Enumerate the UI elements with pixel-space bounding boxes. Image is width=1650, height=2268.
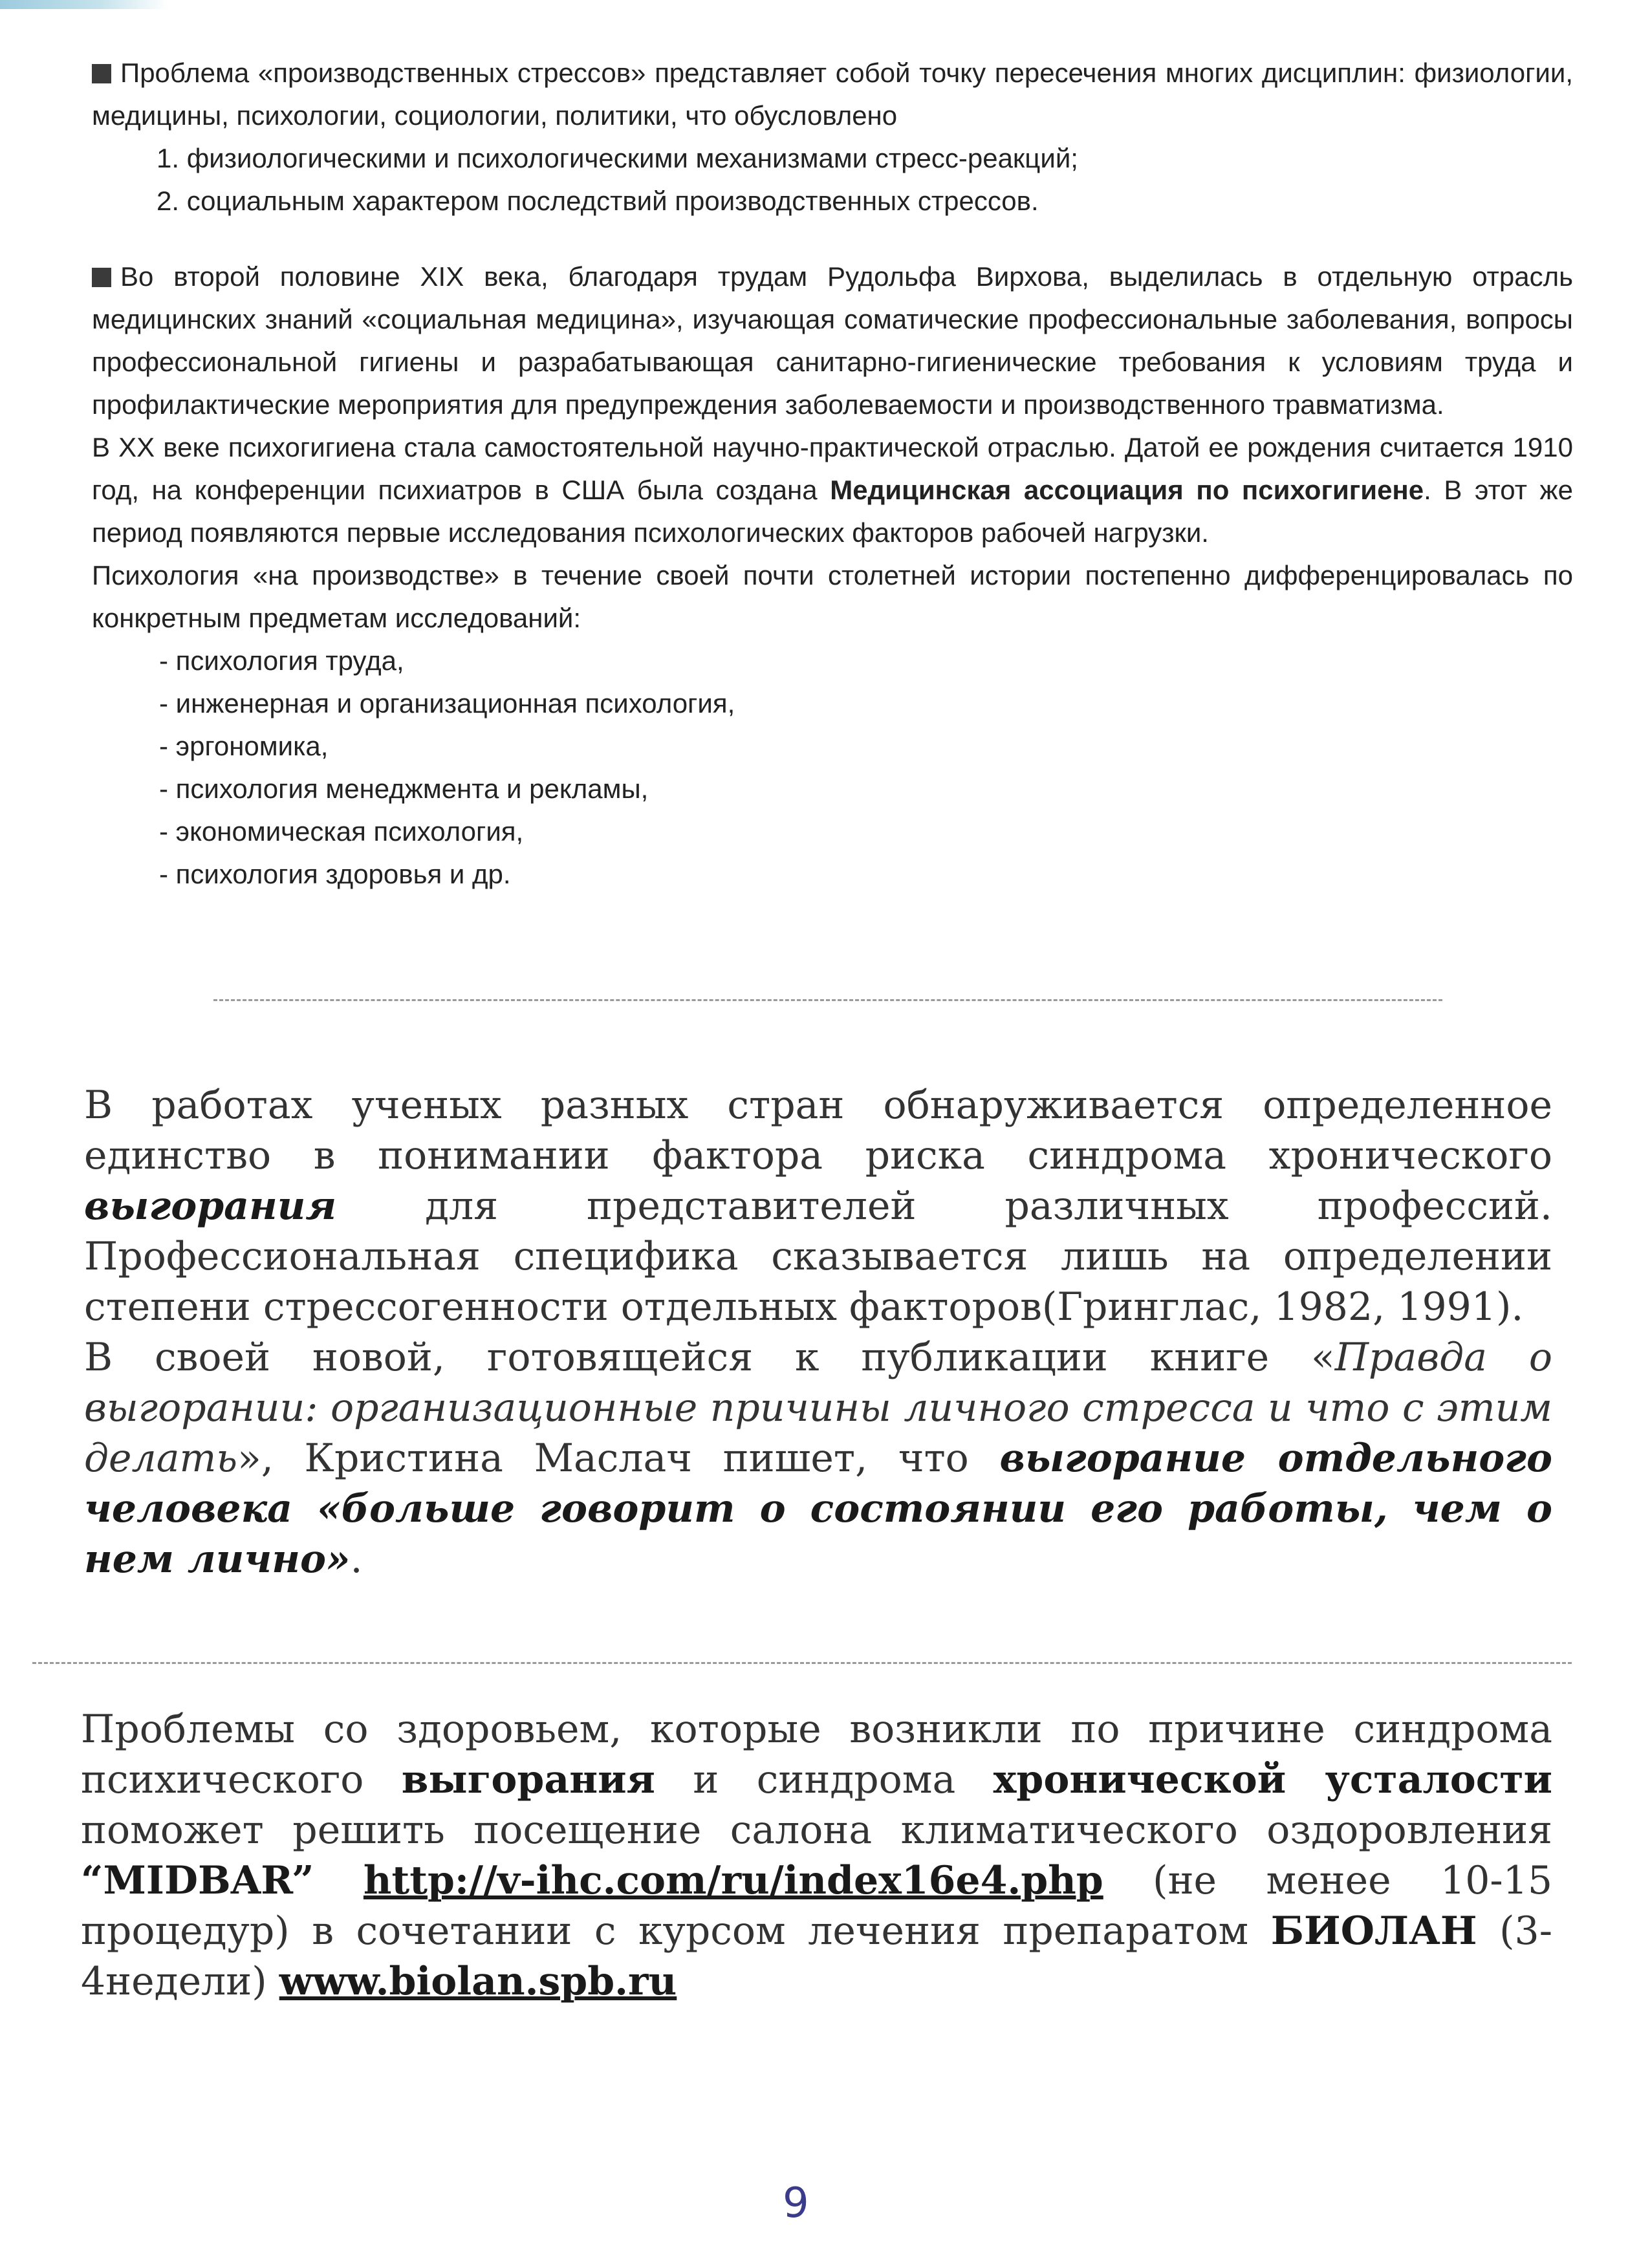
paragraph [84, 1332, 1552, 1584]
divider [213, 999, 1442, 1001]
list-item: 1. физиологическими и психологическими механизмами стресс-реакций; [157, 143, 1078, 173]
section-burnout [84, 1080, 1552, 1584]
paragraph [92, 426, 1573, 554]
bold-italic-quote: выгорание отдельного человека «больше говорит о состоянии его работы, чем о нем лично» [84, 1436, 1552, 1582]
list-item: - эргономика, [159, 731, 329, 761]
square-bullet-icon [92, 268, 111, 287]
text-run: (не менее 10-15 процедур) в сочетании с курсом лечения препаратом [81, 1858, 1552, 1954]
text-run [314, 1858, 364, 1903]
section-history [92, 255, 1573, 896]
dash-list [92, 640, 1573, 896]
salon-name: “MIDBAR” [81, 1858, 314, 1903]
text-run: В XX веке психогигиена стала самостоятельной научно-практической отраслью. Датой ее рождения считается 1910 год, на конференции психиатров в США была создана [92, 432, 1573, 505]
text-run: поможет решить посещение салона климатического оздоровления [81, 1808, 1552, 1853]
bold-text: Медицинская ассоциация по психогигиене [830, 475, 1424, 505]
bold-text: выгорания [401, 1757, 655, 1802]
text-run: для представителей различных профессий. Профессиональная специфика сказывается лишь на определении степени стрессогенности отдельных факторов(Гринглас, 1982, 1991). [84, 1183, 1552, 1330]
list-item: - психология здоровья и др. [159, 859, 511, 889]
paragraph: Психология «на производстве» в течение своей почти столетней истории постепенно дифференцировалась по конкретным предметам исследований: [92, 560, 1573, 633]
section-stress-intro [92, 52, 1573, 222]
square-bullet-icon [92, 64, 111, 83]
paragraph-text: Проблема «производственных стрессов» представляет собой точку пересечения многих дисциплин: физиологии, медицины, психологии, социологии, политики, что обусловлено [92, 58, 1573, 131]
biolan-link[interactable]: www.biolan.spb.ru [279, 1959, 677, 2004]
paragraph [84, 1080, 1552, 1332]
text-run: . [350, 1537, 363, 1582]
text-run: », Кристина Маслач пишет, что [237, 1436, 1000, 1481]
text-run: (3-4недели) [81, 1908, 1552, 2004]
paragraph [81, 1704, 1552, 2007]
text-run: и синдрома [655, 1757, 993, 1802]
paragraph [92, 255, 1573, 426]
scan-edge-mark [0, 0, 168, 9]
bold-text: хронической усталости [993, 1757, 1552, 1802]
text-run: В своей новой, готовящейся к публикации книге « [84, 1335, 1335, 1380]
text-run: В работах ученых разных стран обнаруживается определенное единство в понимании фактора риска синдрома хронического [84, 1083, 1552, 1178]
text-run: Проблемы со здоровьем, которые возникли по причине синдрома психического [81, 1707, 1552, 1802]
list-item: - инженерная и организационная психология, [159, 688, 735, 718]
salon-link[interactable]: http://v-ihc.com/ru/index16e4.php [363, 1858, 1103, 1903]
text-run: . В этот же период появляются первые исследования психологических факторов рабочей нагрузки. [92, 475, 1574, 548]
bold-italic-text: выгорания [84, 1183, 337, 1229]
list-item: - психология менеджмента и рекламы, [159, 773, 649, 804]
list-item: - экономическая психология, [159, 816, 524, 847]
page-number: 9 [783, 2179, 809, 2227]
list-item: 2. социальным характером последствий производственных стрессов. [157, 186, 1039, 216]
book-title: Правда о выгорании: организационные причины личного стресса и что с этим делать [84, 1335, 1552, 1481]
paragraph-text: Во второй половине XIX века, благодаря трудам Рудольфа Вирхова, выделилась в отдельную отрасль медицинских знаний «социальная медицина», изучающая соматические профессиональные заболевания, вопросы профессиональной гигиены и разрабатывающая санитарно-гигиенические требования к условиям труда и профилактические мероприятия для предупреждения заболеваемости и производственного травматизма. [92, 261, 1573, 420]
list-item: - психология труда, [159, 645, 404, 676]
section-health-advice [81, 1704, 1552, 2007]
numbered-list [92, 137, 1573, 222]
paragraph [92, 52, 1573, 137]
product-name: БИОЛАН [1270, 1908, 1477, 1954]
divider [32, 1662, 1572, 1664]
